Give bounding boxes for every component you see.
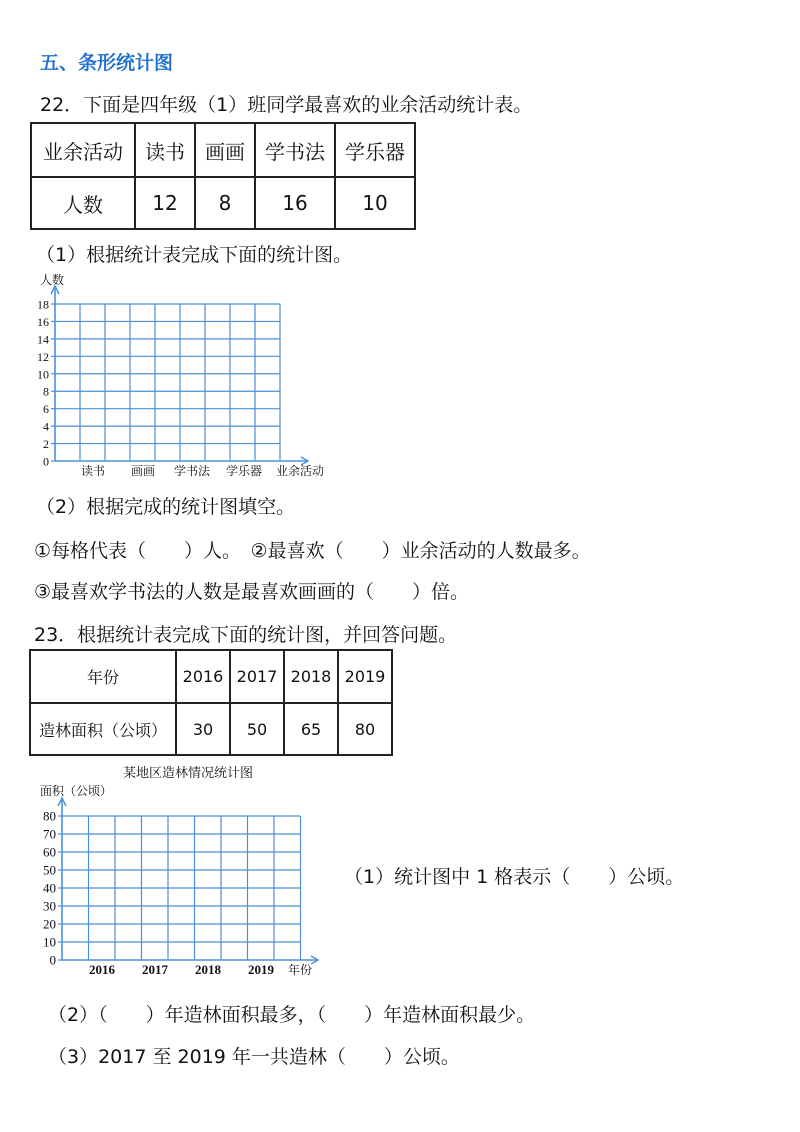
table-row-label: 人数 <box>31 177 135 229</box>
table-header-cell: 2016 <box>176 650 230 703</box>
x-axis-label: 业余活动 <box>276 464 325 478</box>
y-tick-label: 8 <box>43 384 49 399</box>
x-axis-label: 年份 <box>288 963 313 977</box>
y-tick-label: 0 <box>43 454 49 469</box>
q23-question-2: （2）（ ）年造林面积最多，（ ）年造林面积最少。 <box>48 1004 536 1026</box>
y-axis-label: 人数 <box>40 273 65 287</box>
x-tick-label: 读书 <box>80 464 106 478</box>
x-tick-label: 学书法 <box>173 464 211 478</box>
forest-table <box>29 649 393 756</box>
activity-table <box>30 122 416 230</box>
table-header-cell: 读书 <box>135 123 195 177</box>
y-tick-label: 70 <box>43 826 56 842</box>
y-tick-label: 4 <box>43 419 49 434</box>
y-tick-label: 30 <box>43 898 56 914</box>
section-title: 五、条形统计图 <box>40 52 174 74</box>
q22-fill-2: ③最喜欢学书法的人数是最喜欢画画的（ ）倍。 <box>34 581 470 603</box>
table-row-label: 造林面积（公顷） <box>30 703 176 755</box>
table-header-cell: 2018 <box>284 650 338 703</box>
y-tick-label: 80 <box>43 808 56 824</box>
chart-title: 某地区造林情况统计图 <box>122 766 254 781</box>
x-tick-label: 2019 <box>248 962 274 977</box>
table-header-cell: 学乐器 <box>335 123 415 177</box>
y-tick-label: 14 <box>37 332 49 347</box>
y-tick-label: 16 <box>37 314 49 329</box>
y-tick-label: 20 <box>43 916 56 932</box>
table-header-cell: 2019 <box>338 650 392 703</box>
forest-bar-chart <box>0 760 360 980</box>
x-tick-label: 2017 <box>142 962 168 977</box>
table-cell: 8 <box>195 177 255 229</box>
q22-sub1: （1）根据统计表完成下面的统计图。 <box>36 244 353 266</box>
x-tick-label: 2016 <box>89 962 115 977</box>
x-tick-label: 画画 <box>130 464 156 478</box>
y-axis-label: 面积（公顷） <box>40 784 113 798</box>
table-header-cell: 画画 <box>195 123 255 177</box>
table-cell: 16 <box>255 177 335 229</box>
y-tick-label: 6 <box>43 402 49 417</box>
table-header-cell: 学书法 <box>255 123 335 177</box>
y-tick-label: 10 <box>37 367 49 382</box>
y-tick-label: 50 <box>43 862 56 878</box>
table-cell: 30 <box>176 703 230 755</box>
table-header-cell: 业余活动 <box>31 123 135 177</box>
y-tick-label: 2 <box>43 437 49 452</box>
q23-title: 23．根据统计表完成下面的统计图，并回答问题。 <box>34 624 458 646</box>
y-tick-label: 12 <box>37 349 49 364</box>
x-tick-label: 学乐器 <box>225 464 263 478</box>
y-tick-label: 18 <box>37 297 49 312</box>
y-tick-label: 10 <box>43 934 56 950</box>
q22-title: 22．下面是四年级（1）班同学最喜欢的业余活动统计表。 <box>40 94 533 116</box>
q22-sub2: （2）根据完成的统计图填空。 <box>36 496 296 518</box>
y-tick-label: 60 <box>43 844 56 860</box>
q22-fill-1: ①每格代表（ ）人。 ②最喜欢（ ）业余活动的人数最多。 <box>34 540 591 562</box>
table-cell: 65 <box>284 703 338 755</box>
table-header-cell: 年份 <box>30 650 176 703</box>
activity-bar-chart <box>0 262 360 484</box>
table-cell: 80 <box>338 703 392 755</box>
x-tick-label: 2018 <box>195 962 221 977</box>
q23-question-3: （3）2017 至 2019 年一共造林（ ）公顷。 <box>48 1046 460 1068</box>
y-tick-label: 0 <box>49 952 56 968</box>
table-header-cell: 2017 <box>230 650 284 703</box>
table-cell: 12 <box>135 177 195 229</box>
table-cell: 10 <box>335 177 415 229</box>
table-cell: 50 <box>230 703 284 755</box>
y-tick-label: 40 <box>43 880 56 896</box>
q23-side-question: （1）统计图中 1 格表示（ ）公顷。 <box>344 866 685 888</box>
